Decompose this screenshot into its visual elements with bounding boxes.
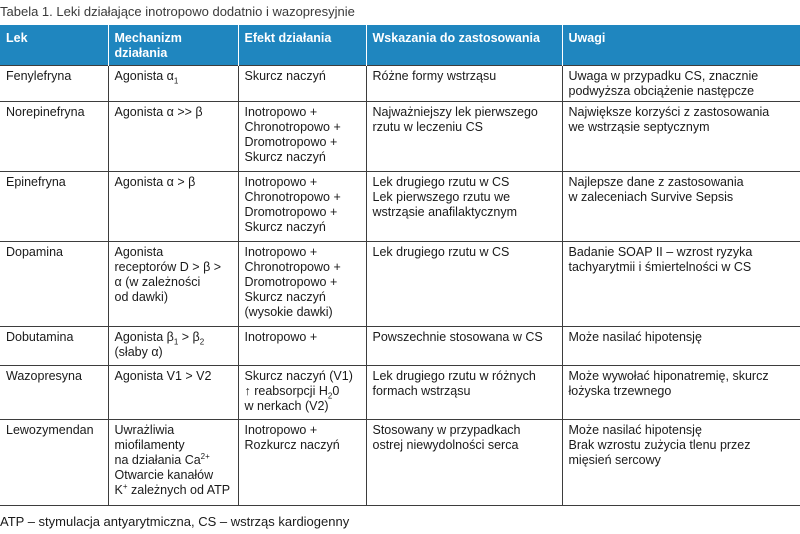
mechanism-subscript: 1 xyxy=(173,337,179,347)
header-indications: Wskazania do zastosowania xyxy=(366,25,562,66)
cell-indications xyxy=(366,420,562,506)
effect-line: (wysokie dawki) xyxy=(244,305,333,319)
indication-line: Lek drugiego rzutu w CS xyxy=(372,175,510,189)
table-row xyxy=(0,172,800,242)
indication-line: Lek drugiego rzutu w CS xyxy=(372,245,510,259)
effect-line: Rozkurcz naczyń xyxy=(244,438,340,452)
mechanism-superscript: 2+ xyxy=(200,451,210,461)
cell-drug: Dopamina xyxy=(0,242,108,327)
note-line: Brak wzrostu zużycia tlenu przez xyxy=(568,438,751,452)
cell-indications xyxy=(366,366,562,420)
effect-line: Skurcz naczyń xyxy=(244,69,326,83)
cell-notes xyxy=(562,242,800,327)
mechanism-line: Uwrażliwia xyxy=(114,423,175,437)
mechanism-line: Agonista α > β xyxy=(114,175,196,189)
indication-line: Powszechnie stosowana w CS xyxy=(372,330,543,344)
effect-line: Skurcz naczyń (V1) xyxy=(244,369,353,383)
drug-table xyxy=(0,25,800,506)
note-line: Może nasilać hipotensję xyxy=(568,330,702,344)
cell-drug: Lewozymendan xyxy=(0,420,108,506)
mechanism-text: Agonista α xyxy=(114,69,174,83)
cell-notes xyxy=(562,420,800,506)
cell-indications xyxy=(366,172,562,242)
mechanism-line xyxy=(115,483,232,498)
effect-line: Dromotropowo + xyxy=(244,135,338,149)
note-line: Może wywołać hiponatremię, skurcz xyxy=(568,369,769,383)
note-line: Najlepsze dane z zastosowania xyxy=(568,175,744,189)
effect-line xyxy=(245,384,360,399)
cell-effect xyxy=(238,242,366,327)
note-line: mięsień sercowy xyxy=(568,453,661,467)
cell-mechanism xyxy=(108,327,238,366)
header-effect: Efekt działania xyxy=(238,25,366,66)
table-row xyxy=(0,102,800,172)
table-row xyxy=(0,242,800,327)
mechanism-line: miofilamenty xyxy=(114,438,185,452)
note-line: podwyższa obciążenie następcze xyxy=(568,84,755,98)
cell-notes xyxy=(562,172,800,242)
mechanism-line: receptorów D > β > xyxy=(114,260,222,274)
mechanism-text: na działania Ca xyxy=(114,453,201,467)
indication-line: Najważniejszy lek pierwszego xyxy=(372,105,538,119)
mechanism-line xyxy=(115,453,232,468)
note-line: Największe korzyści z zastosowania xyxy=(568,105,770,119)
note-line: tachyarytmii i śmiertelności w CS xyxy=(568,260,752,274)
mechanism-subscript: 2 xyxy=(199,337,205,347)
cell-indications xyxy=(366,327,562,366)
indication-line: wstrząsie anafilaktycznym xyxy=(372,205,517,219)
effect-line: Chronotropowo + xyxy=(244,190,341,204)
cell-notes xyxy=(562,366,800,420)
note-line: w zaleceniach Survive Sepsis xyxy=(568,190,734,204)
cell-notes xyxy=(562,66,800,102)
note-line: Uwaga w przypadku CS, znacznie xyxy=(568,69,759,83)
cell-mechanism xyxy=(108,172,238,242)
cell-effect xyxy=(238,366,366,420)
indication-line: rzutu w leczeniu CS xyxy=(372,120,483,134)
mechanism-text: > β xyxy=(178,330,200,344)
cell-drug: Wazopresyna xyxy=(0,366,108,420)
effect-line: Chronotropowo + xyxy=(244,120,341,134)
effect-line: Inotropowo + xyxy=(244,245,318,259)
note-line: we wstrząsie septycznym xyxy=(568,120,710,134)
cell-effect xyxy=(238,172,366,242)
mechanism-line: α (w zależności xyxy=(114,275,201,289)
cell-drug: Dobutamina xyxy=(0,327,108,366)
effect-line: Dromotropowo + xyxy=(244,275,338,289)
cell-effect xyxy=(238,327,366,366)
effect-line: Inotropowo + xyxy=(244,105,318,119)
mechanism-line: Agonista xyxy=(114,245,164,259)
indication-line: Różne formy wstrząsu xyxy=(372,69,497,83)
cell-mechanism xyxy=(108,66,238,102)
table-caption: Tabela 1. Leki działające inotropowo dodatnio i wazopresyjnie xyxy=(0,4,355,19)
cell-notes xyxy=(562,102,800,172)
effect-line: Chronotropowo + xyxy=(244,260,341,274)
note-line: Badanie SOAP II – wzrost ryzyka xyxy=(568,245,753,259)
header-drug: Lek xyxy=(0,25,108,66)
table-row xyxy=(0,420,800,506)
cell-mechanism xyxy=(108,366,238,420)
cell-effect xyxy=(238,420,366,506)
cell-mechanism xyxy=(108,102,238,172)
mechanism-line: Agonista α >> β xyxy=(114,105,203,119)
mechanism-line: (słaby α) xyxy=(114,345,163,359)
effect-subscript: 2 xyxy=(327,391,333,401)
note-line: Może nasilać hipotensję xyxy=(568,423,702,437)
mechanism-line: Agonista V1 > V2 xyxy=(114,369,212,383)
indication-line: Lek pierwszego rzutu we xyxy=(372,190,511,204)
effect-line: Inotropowo + xyxy=(244,175,318,189)
indication-line: Stosowany w przypadkach xyxy=(372,423,521,437)
mechanism-superscript: + xyxy=(122,481,128,491)
mechanism-text: zależnych od ATP xyxy=(127,483,231,497)
effect-line: Dromotropowo + xyxy=(244,205,338,219)
cell-notes xyxy=(562,327,800,366)
effect-text: 0 xyxy=(332,384,340,398)
effect-line: Skurcz naczyń xyxy=(244,220,326,234)
mechanism-subscript: 1 xyxy=(173,76,179,86)
mechanism-text: Agonista β xyxy=(114,330,174,344)
table-row xyxy=(0,327,800,366)
effect-line: Skurcz naczyń xyxy=(244,290,326,304)
mechanism-line: od dawki) xyxy=(114,290,168,304)
mechanism-text: K xyxy=(114,483,123,497)
note-line: łożyska trzewnego xyxy=(568,384,672,398)
indication-line: ostrej niewydolności serca xyxy=(372,438,519,452)
header-notes: Uwagi xyxy=(562,25,800,66)
cell-indications xyxy=(366,242,562,327)
cell-effect xyxy=(238,102,366,172)
table-footnote: ATP – stymulacja antyarytmiczna, CS – wstrząs kardiogenny xyxy=(0,514,350,529)
header-mechanism: Mechanizm działania xyxy=(108,25,238,66)
table-row xyxy=(0,66,800,102)
effect-line: Inotropowo + xyxy=(244,423,318,437)
cell-mechanism xyxy=(108,242,238,327)
indication-line: formach wstrząsu xyxy=(372,384,471,398)
cell-drug: Norepinefryna xyxy=(0,102,108,172)
cell-drug: Fenylefryna xyxy=(0,66,108,102)
cell-indications xyxy=(366,102,562,172)
table-header-row xyxy=(0,25,800,66)
cell-drug: Epinefryna xyxy=(0,172,108,242)
effect-line: Skurcz naczyń xyxy=(244,150,326,164)
indication-line: Lek drugiego rzutu w różnych xyxy=(372,369,536,383)
cell-indications xyxy=(366,66,562,102)
effect-line: w nerkach (V2) xyxy=(244,399,329,413)
cell-effect xyxy=(238,66,366,102)
cell-mechanism xyxy=(108,420,238,506)
effect-line: Inotropowo + xyxy=(244,330,318,344)
table-row xyxy=(0,366,800,420)
mechanism-line: Otwarcie kanałów xyxy=(114,468,214,482)
effect-text: ↑ reabsorpcji H xyxy=(244,384,328,398)
mechanism-line xyxy=(115,330,232,345)
